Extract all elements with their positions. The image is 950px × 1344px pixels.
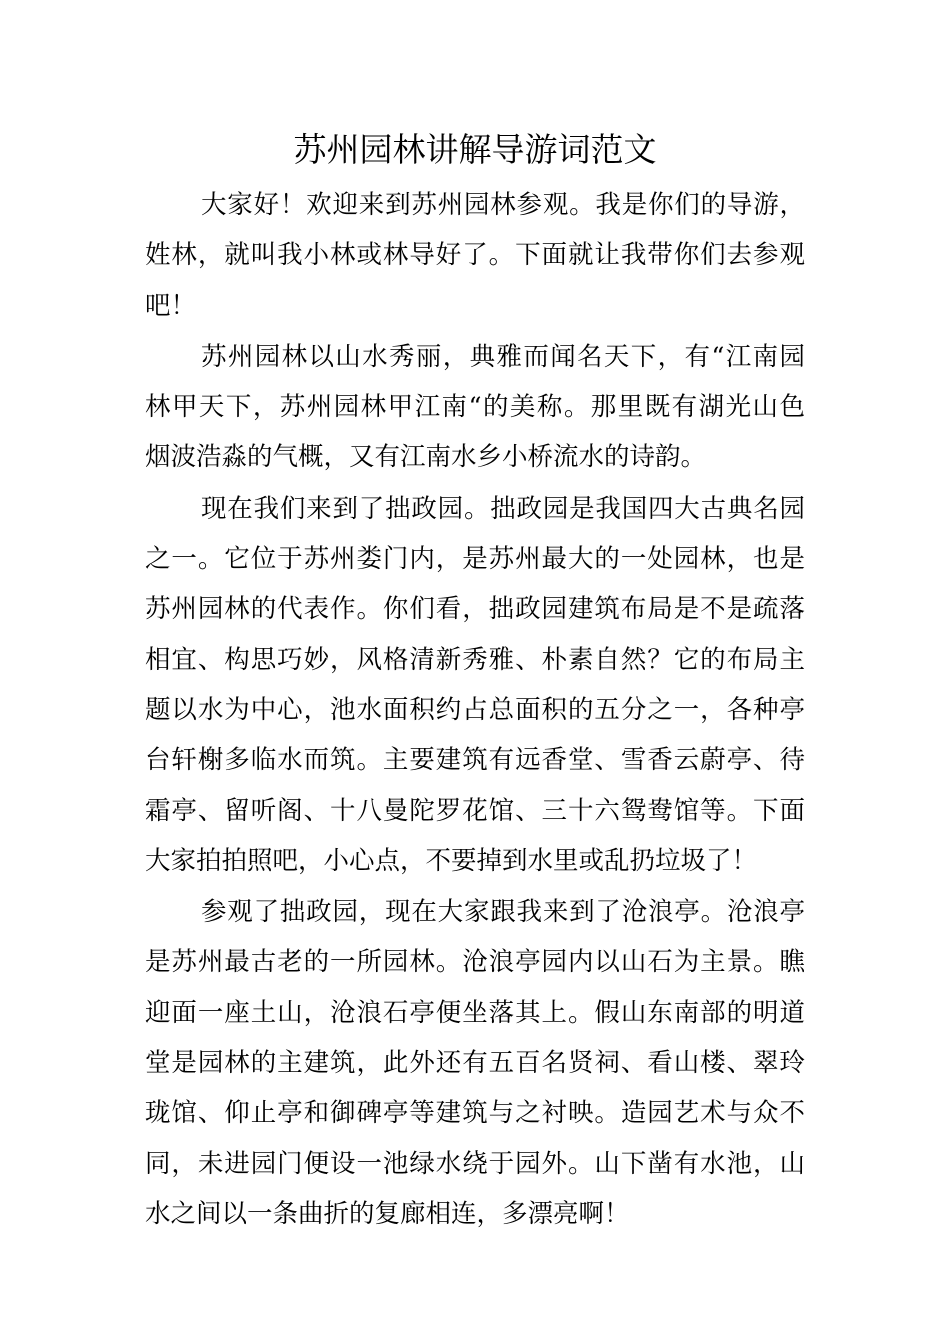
text-line: 堂是园林的主建筑，此外还有五百名贤祠、看山楼、翠玲 <box>145 1048 805 1079</box>
text-line: 同，未进园门便设一池绿水绕于园外。山下凿有水池，山 <box>145 1148 805 1179</box>
document-title: 苏州园林讲解导游词范文 <box>293 130 657 169</box>
text-line: 大家拍拍照吧，小心点，不要掉到水里或乱扔垃圾了！ <box>145 845 758 876</box>
text-line: 相宜、构思巧妙，风格清新秀雅、朴素自然？它的布局主 <box>145 644 805 675</box>
paragraph <box>145 180 805 331</box>
text-line: 之一。它位于苏州娄门内，是苏州最大的一处园林，也是 <box>145 544 805 575</box>
document-body <box>145 180 805 1239</box>
text-line: 吧！ <box>145 290 197 321</box>
text-line: 烟波浩淼的气概，又有江南水乡小桥流水的诗韵。 <box>145 442 707 473</box>
text-line: 霜亭、留听阁、十八曼陀罗花馆、三十六鸳鸯馆等。下面 <box>145 795 805 826</box>
text-line: 林甲天下，苏州园林甲江南“的美称。那里既有湖光山色 <box>145 392 805 423</box>
text-line: 现在我们来到了拙政园。拙政园是我国四大古典名园 <box>201 493 805 524</box>
text-line: 大家好！欢迎来到苏州园林参观。我是你们的导游， <box>201 190 805 220</box>
text-line: 姓林，就叫我小林或林导好了。下面就让我带你们去参观 <box>145 240 805 271</box>
text-line: 是苏州最古老的一所园林。沧浪亭园内以山石为主景。瞧 <box>145 947 805 978</box>
text-line: 苏州园林的代表作。你们看，拙政园建筑布局是不是疏落 <box>145 594 805 625</box>
text-line: 台轩榭多临水而筑。主要建筑有远香堂、雪香云蔚亭、待 <box>145 745 805 776</box>
text-line: 参观了拙政园，现在大家跟我来到了沧浪亭。沧浪亭 <box>201 897 805 928</box>
paragraph <box>145 332 805 483</box>
text-line: 苏州园林以山水秀丽，典雅而闻名天下，有“江南园 <box>201 341 805 372</box>
paragraph <box>145 484 805 886</box>
text-line: 珑馆、仰止亭和御碑亭等建筑与之衬映。造园艺术与众不 <box>145 1098 805 1129</box>
paragraph <box>145 887 805 1239</box>
text-line: 水之间以一条曲折的复廊相连，多漂亮啊！ <box>145 1198 630 1229</box>
text-line: 迎面一座土山，沧浪石亭便坐落其上。假山东南部的明道 <box>145 997 805 1028</box>
text-line: 题以水为中心，池水面积约占总面积的五分之一，各种亭 <box>145 694 805 725</box>
